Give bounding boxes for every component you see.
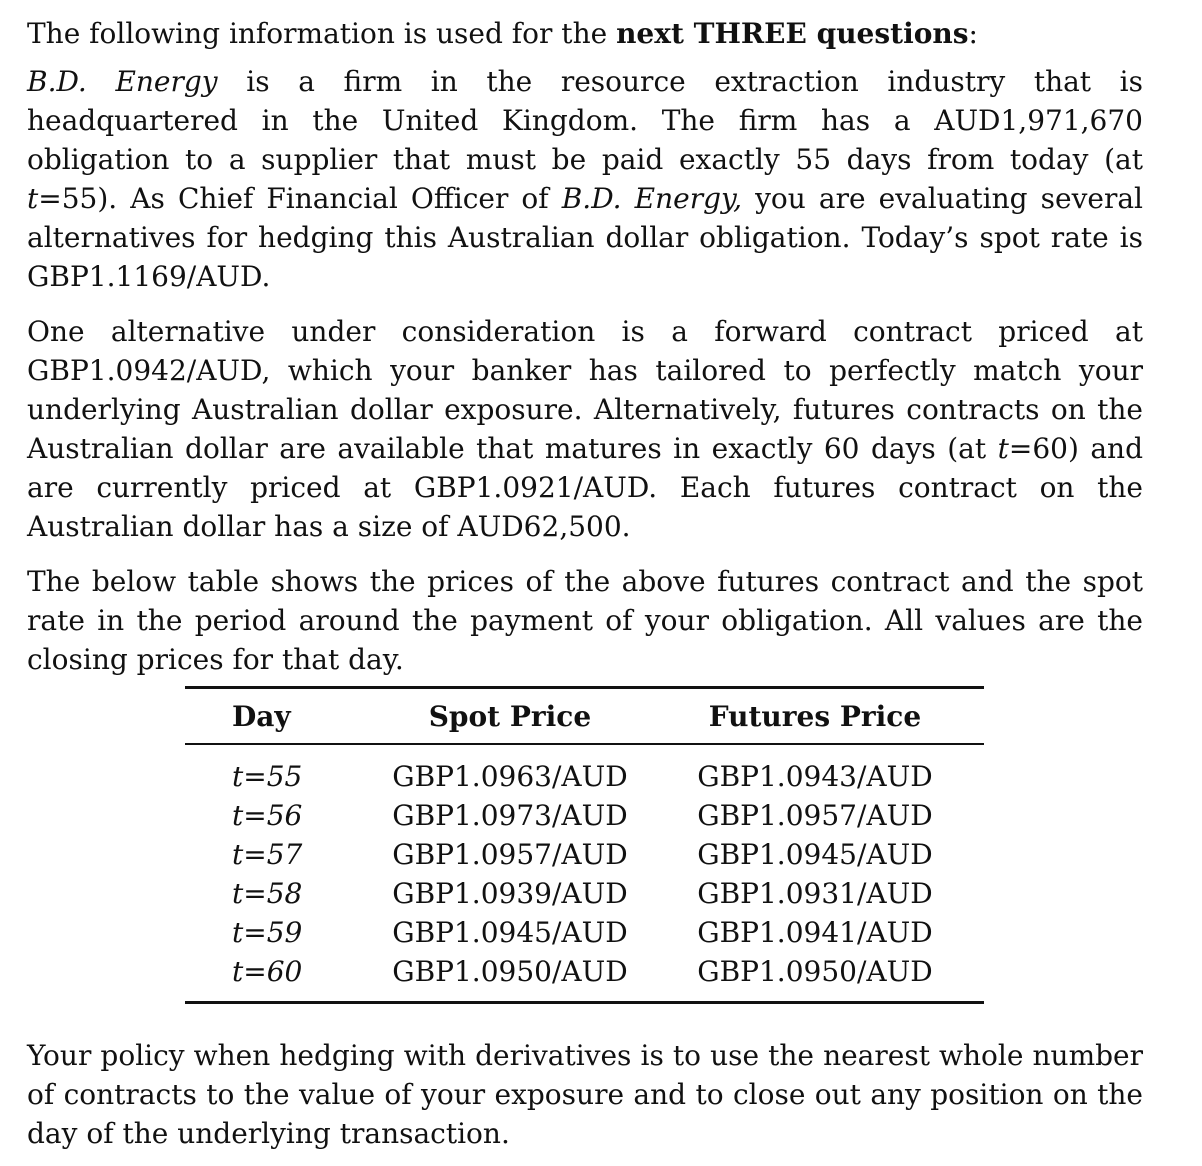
cell-futures: GBP1.0957/AUD: [697, 799, 933, 832]
table-row: [185, 796, 984, 835]
paragraph-table-intro: [27, 562, 1143, 679]
header-futures-price: Futures Price: [708, 699, 922, 733]
intro-paragraph: [27, 14, 1143, 53]
table-row: [185, 913, 984, 952]
header-spot-price: Spot Price: [428, 699, 592, 733]
cell-day: t=58: [232, 877, 303, 910]
cell-spot: GBP1.0957/AUD: [392, 838, 628, 871]
table-header-row: [185, 688, 984, 745]
cell-spot: GBP1.0950/AUD: [392, 955, 628, 988]
document-body: [27, 14, 1143, 679]
table-row: [185, 835, 984, 874]
para1-text-c: you are evaluating several alternatives for hedging this Australian dollar obligation. Today’s spot rate is GBP1.1169/AUD.: [27, 182, 1144, 293]
paragraph-hedging-policy: [27, 1036, 1143, 1153]
para4-text: Your policy when hedging with derivatives is to use the nearest whole number of contracts to the value of your exposure and to close out any position on the day of the underlying transaction.: [27, 1039, 1143, 1150]
cell-futures: GBP1.0943/AUD: [697, 760, 933, 793]
cell-spot: GBP1.0945/AUD: [392, 916, 628, 949]
intro-suffix: :: [968, 17, 978, 50]
intro-bold: next THREE questions: [616, 17, 969, 50]
table-row: [185, 744, 984, 796]
para1-t-label: t: [27, 182, 39, 215]
header-day: Day: [232, 699, 291, 733]
cell-day: t=60: [232, 955, 303, 988]
cell-futures: GBP1.0931/AUD: [697, 877, 933, 910]
firm-name-2: B.D. Energy,: [561, 182, 743, 215]
table-row: [185, 874, 984, 913]
para1-text-a: is a firm in the resource extraction industry that is headquartered in the United Kingdom. The firm has a AUD1,971,670 obligation to a supplier that must be paid exactly 55 days from today (at: [27, 65, 1143, 176]
para1-text-b: ). As Chief Financial Officer of: [97, 182, 562, 215]
cell-spot: GBP1.0973/AUD: [392, 799, 628, 832]
para2-text-a: One alternative under consideration is a forward contract priced at GBP1.0942/AUD, which your banker has tailored to perfectly match your underlying Australian dollar exposure. Alternatively, futures contracts on the Australian dollar are available that matures in exactly 60 days (at: [27, 315, 1143, 465]
cell-day: t=59: [232, 916, 303, 949]
cell-day: t=57: [232, 838, 303, 871]
para2-text-b: ) and are currently priced at GBP1.0921/AUD. Each futures contract on the Australian dollar has a size of AUD62,500.: [27, 432, 1143, 543]
cell-futures: GBP1.0950/AUD: [697, 955, 933, 988]
para2-t-label: t: [997, 432, 1009, 465]
table-row: [185, 952, 984, 1003]
cell-day: t=55: [232, 760, 303, 793]
cell-futures: GBP1.0941/AUD: [697, 916, 933, 949]
price-table-wrapper: [185, 686, 984, 1004]
firm-name: B.D. Energy: [27, 65, 218, 98]
para2-t-value: =60: [1008, 432, 1068, 465]
paragraph-alternatives: [27, 312, 1143, 546]
intro-prefix: The following information is used for the: [27, 17, 617, 50]
paragraph-firm-obligation: [27, 62, 1143, 296]
cell-spot: GBP1.0939/AUD: [392, 877, 628, 910]
price-table: [185, 686, 984, 1004]
para3-text: The below table shows the prices of the above futures contract and the spot rate in the period around the payment of your obligation. All values are the closing prices for that day.: [27, 565, 1143, 676]
cell-futures: GBP1.0945/AUD: [697, 838, 933, 871]
para1-t-value: =55: [38, 182, 98, 215]
cell-spot: GBP1.0963/AUD: [392, 760, 628, 793]
cell-day: t=56: [232, 799, 303, 832]
